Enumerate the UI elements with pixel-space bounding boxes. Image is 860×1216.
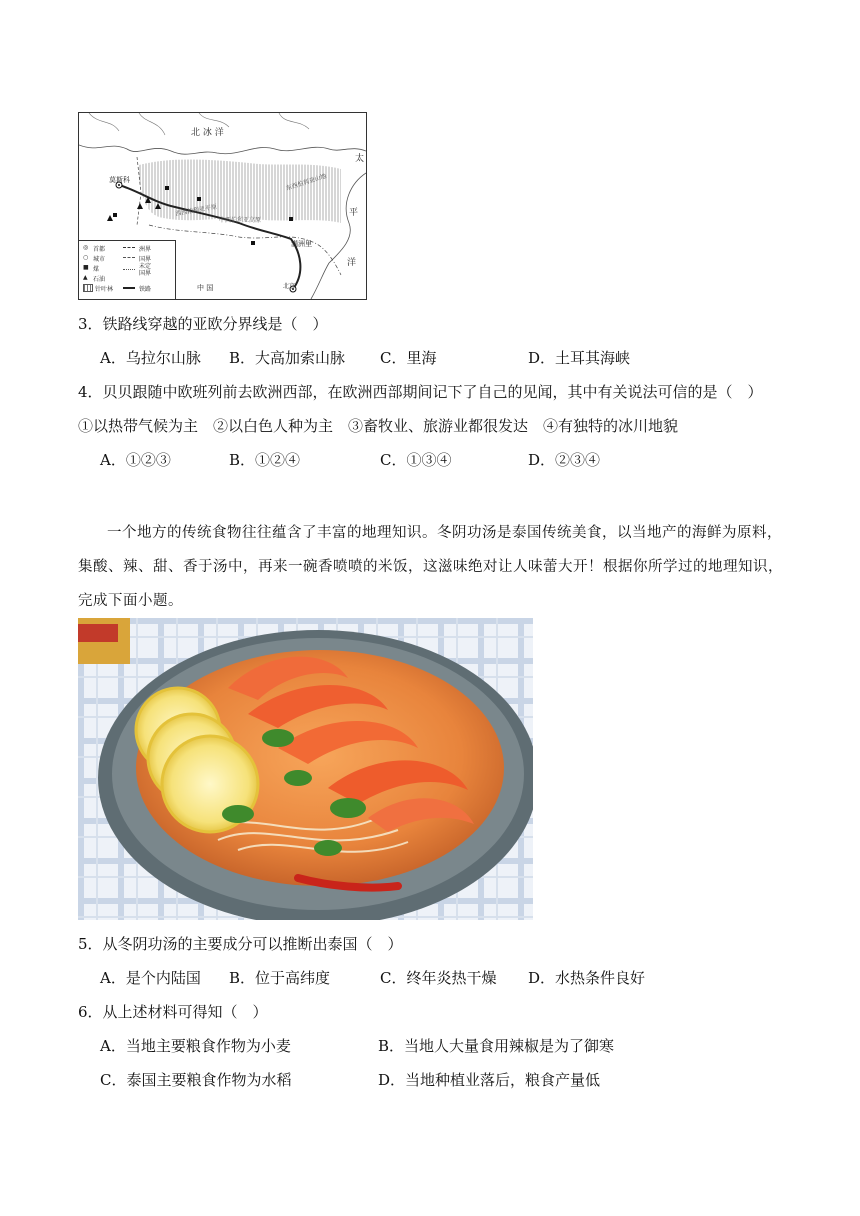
question-5-option-a: A．是个内陆国	[100, 969, 201, 987]
coastline	[79, 145, 366, 154]
legend-national-line	[123, 257, 135, 258]
oil-marker	[107, 215, 113, 221]
question-3-option-d: D．土耳其海峡	[528, 349, 631, 367]
question-5-option-d: D．水热条件良好	[528, 969, 646, 987]
legend-capital-symbol: ◎	[83, 244, 89, 251]
legend-oil: 石油	[93, 276, 106, 283]
east-siberian-label: 东西伯利亚山地	[285, 172, 328, 193]
legend-oil-symbol: ▲	[83, 274, 88, 281]
coal-marker	[289, 217, 293, 221]
question-4-option-c: C．①③④	[380, 451, 452, 469]
coal-marker	[113, 213, 117, 217]
legend-undetermined-line	[123, 269, 135, 270]
legend-coal: 煤	[93, 266, 100, 273]
question-5-option-b: B．位于高纬度	[229, 969, 331, 987]
reading-passage: 一个地方的传统食物往往蕴含了丰富的地理知识。冬阴功汤是泰国传统美食，以当地产的海鲜为原料，集酸、辣、甜、香于汤中，再来一碗香喷喷的米饭，这滋味绝对让人味蕾大开！根据你所学过的地理知识，完成下面小题。	[78, 525, 783, 609]
coal-marker	[251, 241, 255, 245]
question-6-option-a: A．当地主要粮食作物为小麦	[100, 1037, 291, 1055]
oil-marker	[137, 203, 143, 209]
legend-railway: 铁路	[139, 286, 152, 293]
tom-yum-soup-photo	[78, 618, 533, 920]
legend-undetermined-boundary: 未定国界	[139, 263, 152, 277]
question-4-option-d: D．②③④	[528, 451, 601, 469]
question-3-option-a: A．乌拉尔山脉	[100, 349, 201, 367]
legend-railway-line	[123, 287, 135, 289]
railway-map-figure	[78, 112, 367, 300]
soup-illustration	[78, 618, 533, 920]
central-siberian-label: 中西伯利亚高原	[219, 217, 262, 224]
national-boundary	[149, 225, 341, 275]
legend-forest: 针叶林	[95, 286, 114, 293]
legend-forest-symbol	[83, 284, 93, 292]
moscow-label: 莫斯科	[109, 176, 130, 184]
manzhouli-label: 满洲里	[291, 240, 312, 248]
coniferous-forest-area	[139, 160, 341, 224]
legend-continent-boundary: 洲界	[139, 246, 152, 253]
china-label: 中 国	[197, 284, 214, 292]
question-6-option-b: B．当地人大量食用辣椒是为了御寒	[378, 1037, 615, 1055]
pacific-label: 洋	[347, 258, 357, 268]
pacific-label: 平	[349, 208, 359, 218]
question-5-stem: 5．从冬阴功汤的主要成分可以推断出泰国（ ）	[78, 935, 403, 953]
legend-capital: 首都	[93, 246, 106, 253]
legend-coal-symbol: ■	[83, 264, 89, 271]
west-siberian-label: 西西伯利亚平原	[174, 203, 218, 218]
arctic-ocean-label: 北 冰 洋	[191, 128, 224, 138]
question-6-option-d: D．当地种植业落后，粮食产量低	[378, 1071, 601, 1089]
coal-marker	[197, 197, 201, 201]
legend-continent-line	[123, 247, 135, 248]
question-4-stem: 4．贝贝跟随中欧班列前去欧洲西部，在欧洲西部期间记下了自己的见闻，其中有关说法可信的是（ ）	[78, 383, 763, 401]
question-6-stem: 6．从上述材料可得知（ ）	[78, 1003, 268, 1021]
question-4-option-a: A．①②③	[100, 451, 171, 469]
legend-city: 城市	[93, 256, 106, 263]
pacific-label: 太	[355, 154, 365, 164]
coal-marker	[165, 186, 169, 190]
question-6-option-c: C．泰国主要粮食作物为水稻	[100, 1071, 292, 1089]
question-4-statements: ①以热带气候为主 ②以白色人种为主 ③畜牧业、旅游业都很发达 ④有独特的冰川地貌	[78, 417, 679, 435]
map-legend	[79, 240, 176, 299]
question-3-option-c: C．里海	[380, 349, 437, 367]
beijing-label: 北京	[283, 283, 296, 290]
question-3-option-b: B．大高加索山脉	[229, 349, 346, 367]
legend-city-symbol: ○	[83, 254, 89, 261]
legend-national-boundary: 国界	[139, 256, 152, 263]
question-5-option-c: C．终年炎热干燥	[380, 969, 497, 987]
question-4-option-b: B．①②④	[229, 451, 301, 469]
question-3-stem: 3．铁路线穿越的亚欧分界线是（ ）	[78, 315, 328, 333]
